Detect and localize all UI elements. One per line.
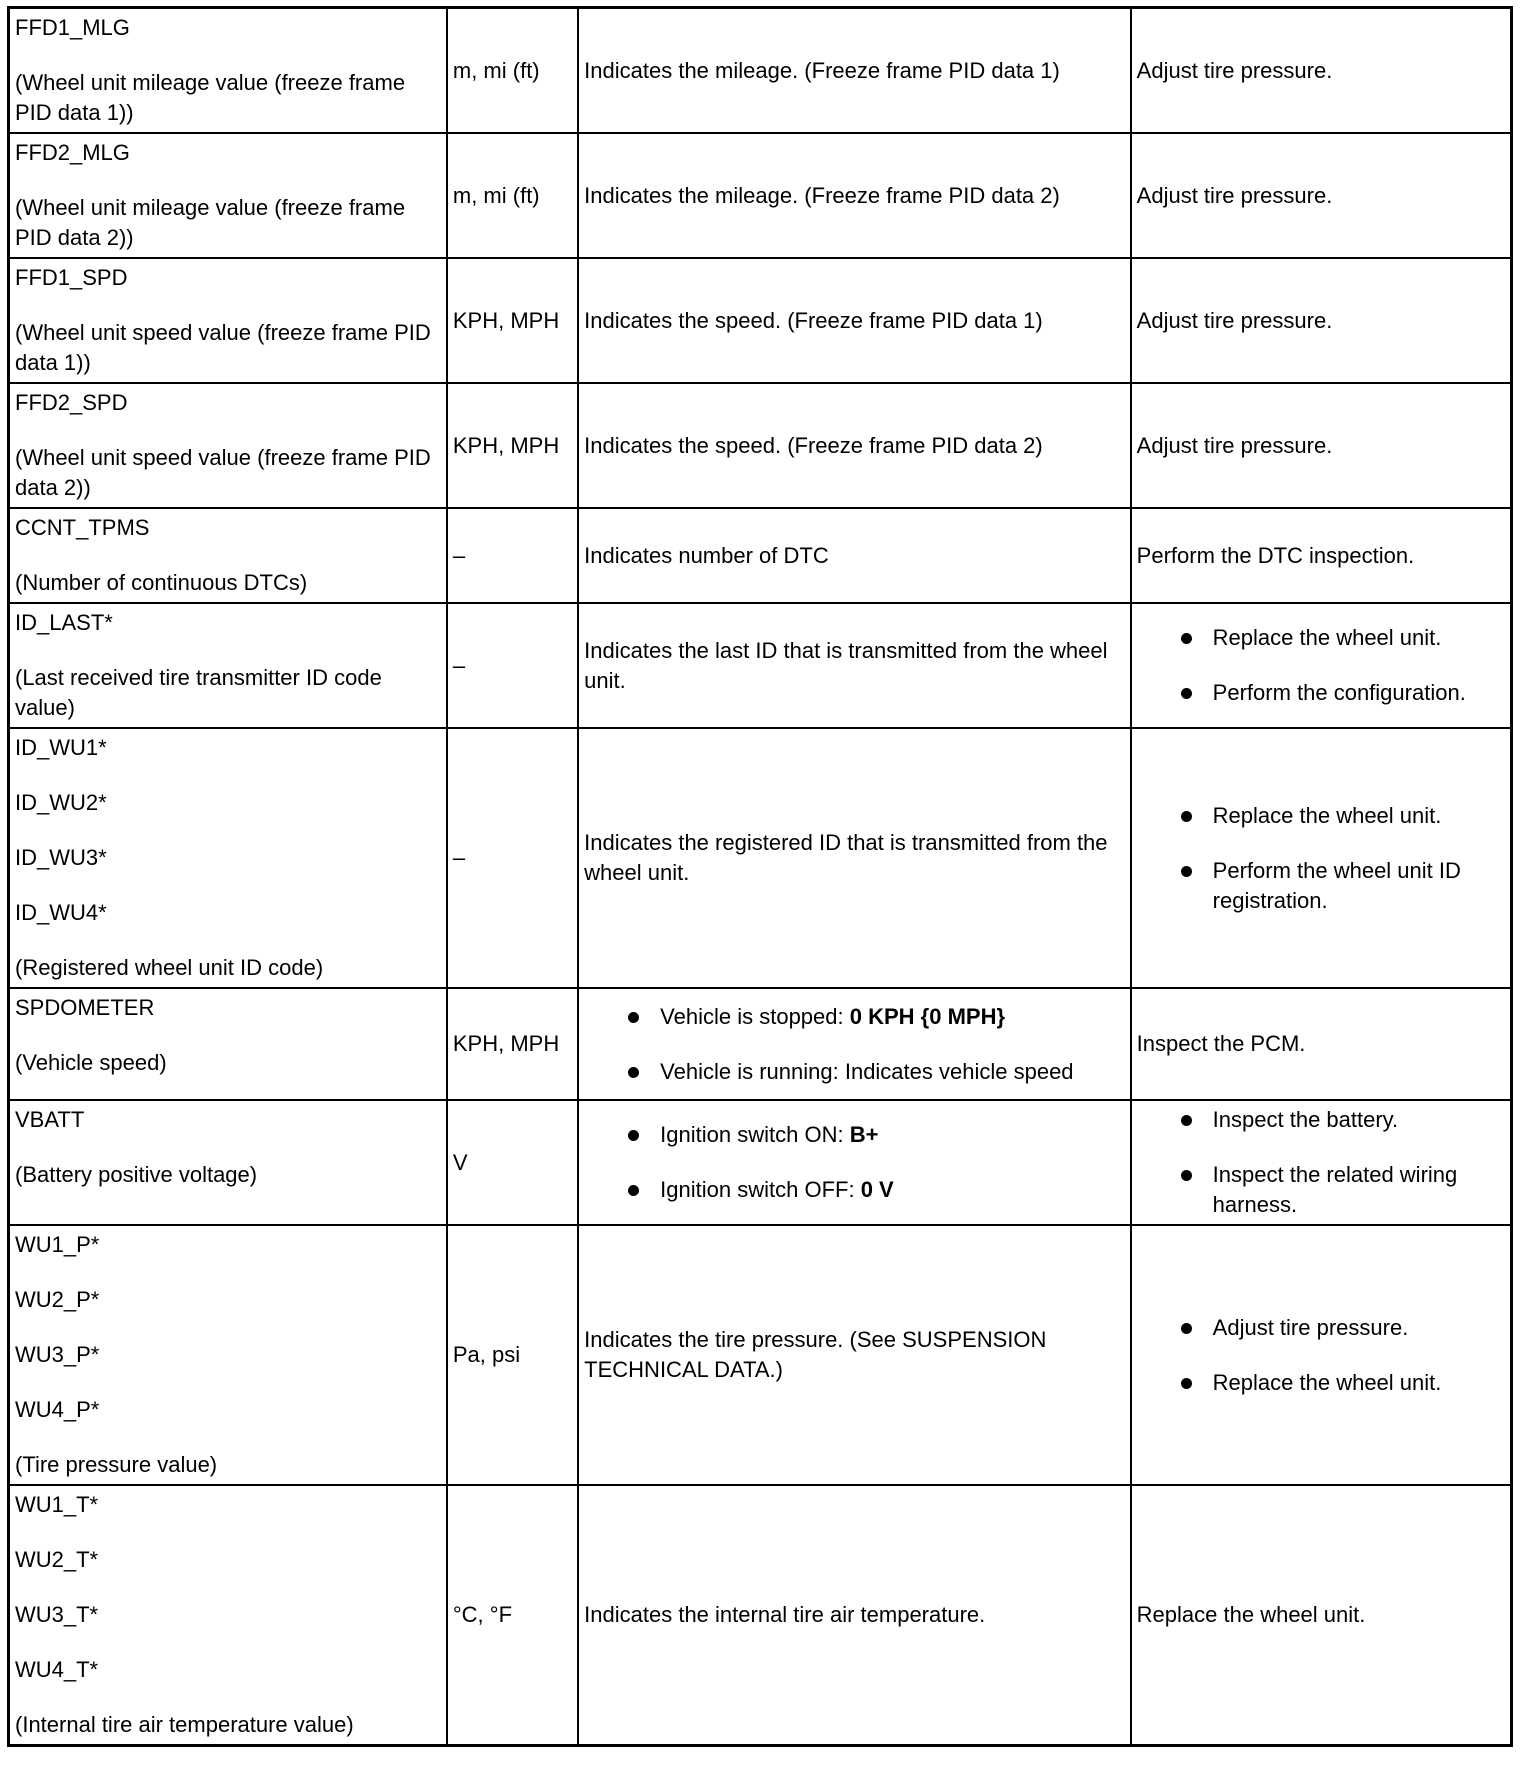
condition-value: B+ [849,1122,879,1147]
action-cell [1131,728,1512,988]
unit-cell [447,1485,578,1746]
action-cell [1131,1100,1512,1225]
pid-description: (Wheel unit mileage value (freeze frame PID data 1)) [15,70,406,125]
condition-text: Indicates the internal tire air temperature. [584,1602,986,1627]
pid-description: (Last received tire transmitter ID code value) [15,665,382,720]
condition-text: Indicates number of DTC [584,542,829,568]
pid-description: (Number of continuous DTCs) [15,570,308,595]
action-cell [1131,603,1512,728]
action-item: Perform the configuration. [1181,678,1505,708]
condition-text: Indicates the tire pressure. (See SUSPENSION TECHNICAL DATA.) [584,1327,1047,1382]
pid-name: WU3_P* [15,1342,100,1367]
condition-list [584,1002,1125,1087]
action-item: Replace the wheel unit. [1181,801,1505,831]
pid-name-cell [9,1485,447,1746]
table-row [9,1225,1512,1485]
pid-name-cell [9,133,447,258]
action-text: Adjust tire pressure. [1136,57,1333,83]
table-row [9,603,1512,728]
condition-list [584,1120,1125,1205]
action-text: Adjust tire pressure. [1136,432,1333,458]
action-text: Perform the DTC inspection. [1136,542,1415,568]
unit-cell [447,258,578,383]
unit-value: KPH, MPH [452,307,560,333]
condition-item [628,1175,1125,1205]
action-text: Inspect the PCM. [1136,1031,1306,1056]
unit-cell [447,603,578,728]
table-row [9,8,1512,134]
action-list [1137,801,1505,916]
condition-item [628,1057,1125,1087]
action-item: Inspect the battery. [1181,1105,1505,1135]
unit-cell [447,133,578,258]
pid-description: (Tire pressure value) [15,1452,218,1477]
pid-name: SPDOMETER [15,995,155,1020]
condition-cell [578,1485,1131,1746]
action-item: Inspect the related wiring harness. [1181,1160,1505,1220]
pid-name-block [15,608,441,723]
action-cell [1131,383,1512,508]
table-row [9,258,1512,383]
action-list [1137,1105,1505,1220]
pid-name: VBATT [15,1107,85,1132]
pid-name-block [15,1490,441,1740]
pid-description: (Vehicle speed) [15,1050,167,1075]
pid-name-cell [9,383,447,508]
pid-name: WU2_T* [15,1547,99,1572]
pid-name: ID_WU4* [15,900,107,925]
unit-value: KPH, MPH [452,432,560,458]
condition-cell [578,8,1131,134]
pid-name: FFD2_SPD [15,390,128,415]
table-row [9,1485,1512,1746]
unit-value: m, mi (ft) [452,57,540,83]
pid-description: (Wheel unit speed value (freeze frame PID data 2)) [15,445,431,500]
condition-label: Vehicle is running: Indicates vehicle speed [660,1058,1074,1084]
unit-cell [447,1100,578,1225]
pid-name-cell [9,258,447,383]
pid-name-cell [9,1225,447,1485]
pid-name-block [15,513,441,598]
action-cell [1131,133,1512,258]
unit-value: – [452,845,466,870]
pid-name: WU3_T* [15,1602,99,1627]
pid-name-cell [9,988,447,1100]
pid-monitor-table [7,6,1513,1747]
action-text: Adjust tire pressure. [1136,182,1333,208]
pid-name-block [15,993,441,1078]
action-cell [1131,988,1512,1100]
pid-name-cell [9,508,447,603]
condition-cell [578,728,1131,988]
pid-name-block [15,138,441,253]
action-item: Perform the wheel unit ID registration. [1181,856,1505,916]
unit-value: – [452,652,466,678]
pid-name: FFD1_MLG [15,15,130,40]
condition-item [628,1002,1125,1032]
pid-description: (Wheel unit mileage value (freeze frame PID data 2)) [15,195,406,250]
condition-text: Indicates the mileage. (Freeze frame PID data 1) [584,57,1060,83]
pid-name: WU4_P* [15,1397,100,1422]
condition-label: Vehicle is stopped: [660,1003,850,1029]
table-row [9,133,1512,258]
action-cell [1131,8,1512,134]
pid-name-block [15,733,441,983]
pid-description: (Registered wheel unit ID code) [15,955,324,980]
table-row [9,383,1512,508]
condition-text: Indicates the registered ID that is transmitted from the wheel unit. [584,830,1108,885]
pid-name: CCNT_TPMS [15,515,150,540]
pid-name-cell [9,603,447,728]
condition-cell [578,603,1131,728]
table-row [9,1100,1512,1225]
action-text: Adjust tire pressure. [1136,307,1333,333]
pid-name-block [15,263,441,378]
action-cell [1131,1485,1512,1746]
pid-name: WU1_T* [15,1492,99,1517]
unit-cell [447,988,578,1100]
action-cell [1131,508,1512,603]
action-item: Replace the wheel unit. [1181,623,1505,653]
pid-name: FFD1_SPD [15,265,128,290]
pid-name-cell [9,8,447,134]
pid-name: WU1_P* [15,1232,100,1257]
unit-cell [447,508,578,603]
unit-cell [447,383,578,508]
unit-value: KPH, MPH [452,1031,560,1056]
action-text: Replace the wheel unit. [1136,1602,1366,1627]
action-cell [1131,1225,1512,1485]
pid-description: (Internal tire air temperature value) [15,1712,354,1737]
unit-value: V [452,1149,468,1175]
action-item: Adjust tire pressure. [1181,1313,1505,1343]
table-row [9,988,1512,1100]
action-list [1137,623,1505,708]
condition-cell [578,988,1131,1100]
unit-cell [447,8,578,134]
table-row [9,728,1512,988]
pid-name-block [15,388,441,503]
condition-label: Ignition switch OFF: [660,1177,861,1202]
pid-table-body [9,8,1512,1746]
pid-name-cell [9,1100,447,1225]
unit-cell [447,728,578,988]
action-cell [1131,258,1512,383]
pid-name-cell [9,728,447,988]
condition-item [628,1120,1125,1150]
condition-cell [578,258,1131,383]
pid-name: FFD2_MLG [15,140,130,165]
pid-name: ID_WU3* [15,845,107,870]
unit-cell [447,1225,578,1485]
pid-description: (Battery positive voltage) [15,1162,258,1187]
pid-description: (Wheel unit speed value (freeze frame PID data 1)) [15,320,431,375]
condition-value: 0 KPH {0 MPH} [849,1003,1006,1029]
condition-cell [578,133,1131,258]
condition-cell [578,1100,1131,1225]
condition-text: Indicates the speed. (Freeze frame PID data 2) [584,432,1043,458]
condition-text: Indicates the speed. (Freeze frame PID data 1) [584,307,1043,333]
pid-name-block [15,1105,441,1190]
unit-value: Pa, psi [452,1342,521,1367]
pid-name: WU4_T* [15,1657,99,1682]
action-list [1137,1313,1505,1398]
condition-text: Indicates the mileage. (Freeze frame PID data 2) [584,182,1060,208]
pid-name: ID_WU2* [15,790,107,815]
pid-name-block [15,13,441,128]
pid-name-block [15,1230,441,1480]
condition-value: 0 V [860,1177,894,1202]
pid-name: ID_WU1* [15,735,107,760]
pid-name: ID_LAST* [15,610,113,635]
condition-label: Ignition switch ON: [660,1122,850,1147]
action-item: Replace the wheel unit. [1181,1368,1505,1398]
table-row [9,508,1512,603]
unit-value: °C, °F [452,1602,513,1627]
condition-cell [578,1225,1131,1485]
pid-name: WU2_P* [15,1287,100,1312]
condition-cell [578,383,1131,508]
condition-cell [578,508,1131,603]
unit-value: m, mi (ft) [452,182,540,208]
unit-value: – [452,542,466,568]
condition-text: Indicates the last ID that is transmitted from the wheel unit. [584,637,1108,693]
